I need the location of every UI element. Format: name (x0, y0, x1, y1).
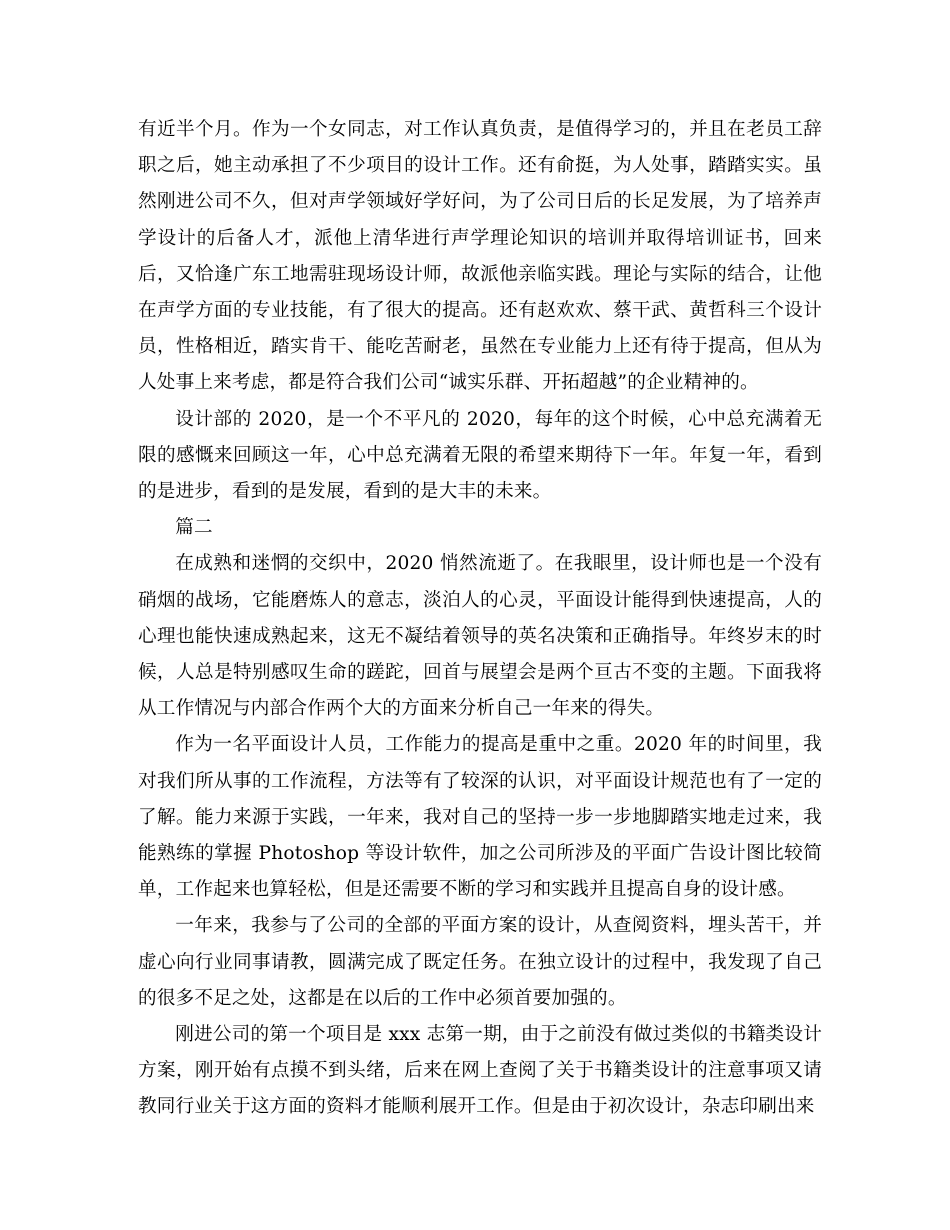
section-heading-part-two: 篇二 (175, 517, 213, 539)
paragraph-work-ability: 作为一名平面设计人员，工作能力的提高是重中之重。2020 年的时间里，我对我们所从事的工作流程，方法等有了较深的认识，对平面设计规范也有了一定的了解。能力来源于实践，一年来，我对自己的坚持一步一步地脚踏实地走过来，我能熟练的掌握 Photoshop 等设计软件，加之公司所涉及的平面广告设计图比较简单，工作起来也算轻松，但是还需要不断的学习和实践并且提高自身的设计感。 (138, 734, 822, 901)
paragraph-year-review: 一年来，我参与了公司的全部的平面方案的设计，从查阅资料，埋头苦干，并虚心向行业同事请教，圆满完成了既定任务。在独立设计的过程中，我发现了自己的很多不足之处，这都是在以后的工作中必须首要加强的。 (138, 915, 822, 1009)
paragraph-design-department-2020: 设计部的 2020，是一个不平凡的 2020，每年的这个时候，心中总充满着无限的感慨来回顾这一年，心中总充满着无限的希望来期待下一年。年复一年，看到的是进步，看到的是发展，看到的是大丰的未来。 (138, 408, 822, 503)
paragraph-first-project: 刚进公司的第一个项目是 xxx 志第一期，由于之前没有做过类似的书籍类设计方案，刚开始有点摸不到头绪，后来在网上查阅了关于书籍类设计的注意事项又请教同行业关于这方面的资料才能顺利展开工作。但是由于初次设计，杂志印刷出来 (138, 1024, 822, 1118)
paragraph-continued: 有近半个月。作为一个女同志，对工作认真负责，是值得学习的，并且在老员工辞职之后，她主动承担了不少项目的设计工作。还有俞挺，为人处事，踏踏实实。虽然刚进公司不久，但对声学领域好学好问，为了公司日后的长足发展，为了培养声学设计的后备人才，派他上清华进行声学理论知识的培训并取得培训证书，回来后，又恰逢广东工地需驻现场设计师，故派他亲临实践。理论与实际的结合，让他在声学方面的专业技能，有了很大的提高。还有赵欢欢、蔡干武、黄哲科三个设计员，性格相近，踏实肯干、能吃苦耐老，虽然在专业能力上还有待于提高，但从为人处事上来考虑，都是符合我们公司“诚实乐群、开拓超越”的企业精神的。 (138, 119, 822, 394)
paragraph-intro-part-two: 在成熟和迷惘的交织中，2020 悄然流逝了。在我眼里，设计师也是一个没有硝烟的战场，它能磨炼人的意志，淡泊人的心灵，平面设计能得到快速提高，人的心理也能快速成熟起来，这无不凝结着领导的英名决策和正确指导。年终岁末的时候，人总是特别感叹生命的蹉跎，回首与展望会是两个亘古不变的主题。下面我将从工作情况与内部合作两个大的方面来分析自己一年来的得失。 (138, 553, 822, 720)
document-body (138, 112, 822, 1126)
